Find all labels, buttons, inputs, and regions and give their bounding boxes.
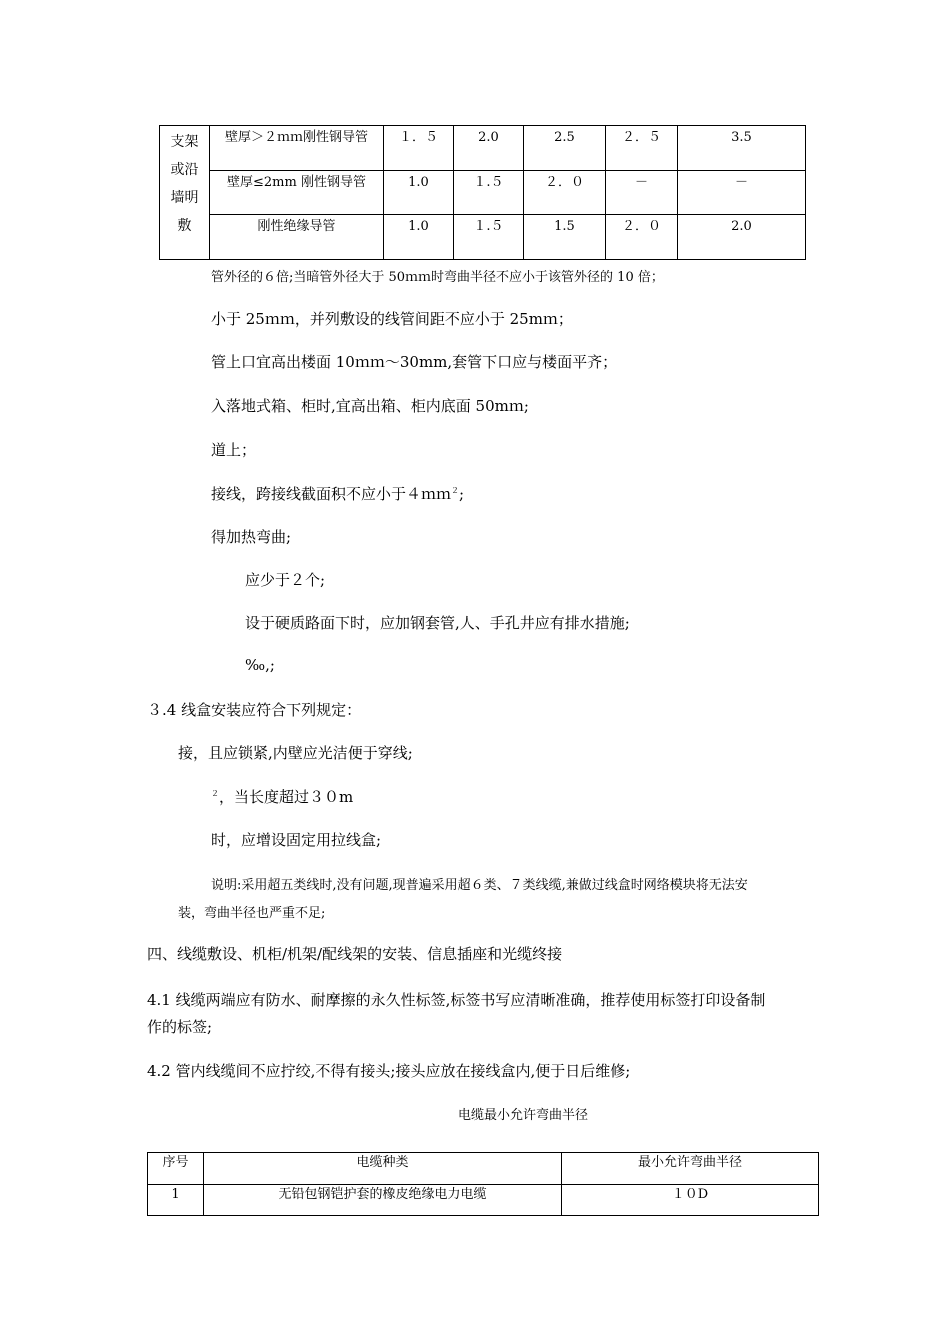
conduit-type-cell: 壁厚≤2mm 刚性钢导管	[210, 170, 384, 215]
header-cell: 电缆种类	[204, 1153, 562, 1185]
category-line: 或沿	[170, 162, 199, 178]
paragraph: 接，且应锁紧,内壁应光洁便于穿线;	[178, 744, 413, 762]
table-row	[160, 170, 806, 215]
value-cell: －	[678, 170, 806, 215]
value-cell: 1.5	[524, 215, 606, 260]
value-cell: 2.5	[524, 126, 606, 171]
note-line: 装，弯曲半径也严重不足;	[178, 906, 326, 921]
value-cell: 2.0	[678, 215, 806, 260]
value-cell: 1.0	[384, 170, 454, 215]
paragraph: 道上；	[211, 441, 257, 459]
value-cell: ２．０	[524, 170, 606, 215]
value-cell: 1.0	[384, 215, 454, 260]
paragraph: 入落地式箱、柜时,宜高出箱、柜内底面 50mｍ;	[211, 397, 529, 415]
table-row	[160, 126, 806, 171]
paragraph: 作的标签;	[147, 1018, 213, 1036]
table-caption: 电缆最小允许弯曲半径	[458, 1108, 589, 1123]
value-cell: １.５	[454, 215, 524, 260]
paragraph-text: 接线，跨接线截面积不应小于４ｍｍ	[211, 485, 452, 503]
paragraph	[211, 786, 353, 807]
paragraph-text: ;	[459, 485, 465, 503]
table-cell: １０D	[562, 1184, 819, 1216]
value-cell: 3.5	[678, 126, 806, 171]
table-header-row	[148, 1153, 819, 1185]
category-line: 墙明	[170, 190, 199, 206]
category-cell	[160, 126, 210, 260]
category-line: 支架	[170, 134, 199, 150]
header-cell: 最小允许弯曲半径	[562, 1153, 819, 1185]
conduit-bend-table	[159, 125, 806, 260]
note-line: 说明:采用超五类线时,没有问题,现普遍采用超６类、７类线缆,兼做过线盒时网络模块将无法安	[211, 878, 748, 893]
value-cell: 2.0	[454, 126, 524, 171]
section-heading: ３.4 线盒安装应符合下列规定：	[147, 701, 362, 719]
table-cell: 1	[148, 1184, 204, 1216]
table-row	[160, 215, 806, 260]
paragraph	[211, 483, 464, 504]
cable-bend-radius-table	[147, 1152, 819, 1216]
conduit-type-cell: 壁厚＞２ｍｍ刚性钢导管	[210, 126, 384, 171]
conduit-type-cell: 刚性绝缘导管	[210, 215, 384, 260]
paragraph: 4.1 线缆两端应有防水、耐摩擦的永久性标签,标签书写应清晰准确，推荐使用标签打印设备制	[147, 991, 766, 1009]
paragraph: 管上口宜高出楼面 10ｍｍ～30mm,套管下口应与楼面平齐；	[211, 353, 618, 371]
value-cell: ２．０	[606, 215, 678, 260]
paragraph: 得加热弯曲;	[211, 528, 292, 546]
paragraph: 时，应增设固定用拉线盒;	[211, 831, 382, 849]
paragraph: 设于硬质路面下时，应加钢套管,人、手孔井应有排水措施;	[245, 614, 630, 632]
category-line: 敷	[177, 218, 192, 234]
value-cell: ２．５	[606, 126, 678, 171]
table-cell: 无铅包钢铠护套的橡皮绝缘电力电缆	[204, 1184, 562, 1216]
value-cell: －	[606, 170, 678, 215]
section-heading: 四、线缆敷设、机柜/机架/配线架的安装、信息插座和光缆终接	[147, 945, 563, 963]
paragraph: 应少于２个;	[245, 571, 326, 589]
superscript: ２	[451, 486, 460, 495]
paragraph: ‰,;	[245, 656, 275, 674]
value-cell: １.５	[454, 170, 524, 215]
paragraph: 管外径的６倍;当暗管外径大于 50ｍｍ时弯曲半径不应小于该管外径的 10 倍；	[211, 270, 664, 285]
header-cell: 序号	[148, 1153, 204, 1185]
value-cell: １．５	[384, 126, 454, 171]
paragraph-text: ，当长度超过３０m	[219, 788, 354, 806]
superscript: ２	[211, 789, 219, 798]
paragraph: 4.2 管内线缆间不应拧绞,不得有接头;接头应放在接线盒内,便于日后维修;	[147, 1062, 631, 1080]
paragraph: 小于 25ｍｍ，并列敷设的线管间距不应小于 25mｍ；	[211, 310, 573, 328]
table-row	[148, 1184, 819, 1216]
